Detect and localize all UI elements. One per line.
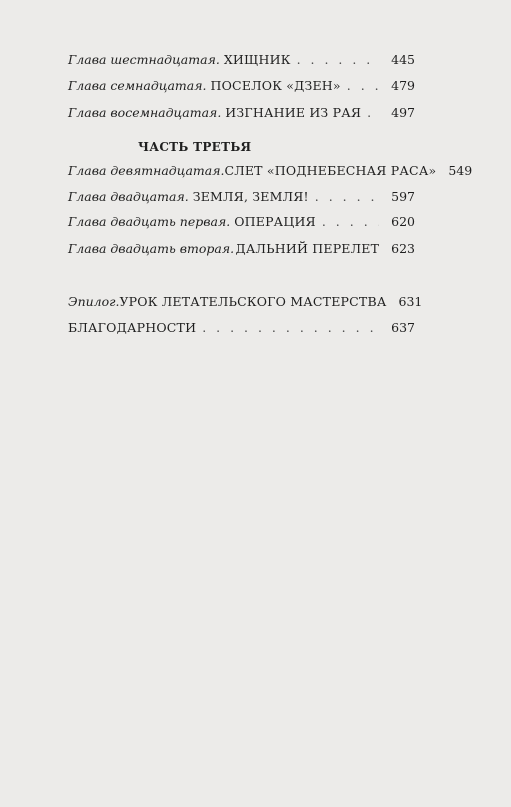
leader-dots [315,188,379,206]
toc-entry [68,104,415,122]
page-number: 623 [391,241,415,256]
chapter-prefix: Глава семнадцатая. [68,78,207,93]
part-heading: ЧАСТЬ ТРЕТЬЯ [138,140,252,154]
page-number: 445 [391,52,415,67]
page-number: 631 [398,294,423,309]
page-number: 479 [391,78,415,93]
chapter-title: ДАЛЬНИЙ ПЕРЕЛЕТ [235,241,380,256]
page-number: 549 [448,163,473,178]
chapter-title: ЗЕМЛЯ, ЗЕМЛЯ! [192,189,309,204]
toc-entry [68,51,415,69]
leader-dots [347,77,379,95]
chapter-prefix: Глава девятнадцатая. [68,163,225,178]
chapter-prefix: Глава двадцать первая. [68,214,231,229]
toc-entry-acknowledgements [68,319,415,337]
chapter-title: ХИЩНИК [223,52,291,67]
chapter-title: ОПЕРАЦИЯ [234,214,316,229]
chapter-prefix: Эпилог. [68,294,120,309]
chapter-prefix: Глава восемнадцатая. [68,105,222,120]
chapter-prefix: Глава двадцать вторая. [68,241,235,256]
toc-entry [68,162,473,180]
chapter-title: ПОСЕЛОК «ДЗЕН» [210,78,341,93]
toc-entry [68,240,415,258]
page-number: 597 [391,189,415,204]
page-number: 637 [391,320,415,335]
toc-entry [68,77,415,95]
page-number: 620 [391,214,415,229]
chapter-title: БЛАГОДАРНОСТИ [68,320,197,335]
leader-dots [297,51,379,69]
chapter-title: СЛЕТ «ПОДНЕБЕСНАЯ РАСА» [224,163,437,178]
toc-entry [68,188,415,206]
toc-entry [68,213,415,231]
chapter-prefix: Глава шестнадцатая. [68,52,220,67]
leader-dots [367,104,379,122]
leader-dots [202,319,379,337]
chapter-prefix: Глава двадцатая. [68,189,189,204]
chapter-title: ИЗГНАНИЕ ИЗ РАЯ [225,105,362,120]
toc-entry-epilogue [68,293,423,311]
leader-dots [322,213,379,231]
page-number: 497 [391,105,415,120]
chapter-title: УРОК ЛЕТАТЕЛЬСКОГО МАСТЕРСТВА [119,294,387,309]
